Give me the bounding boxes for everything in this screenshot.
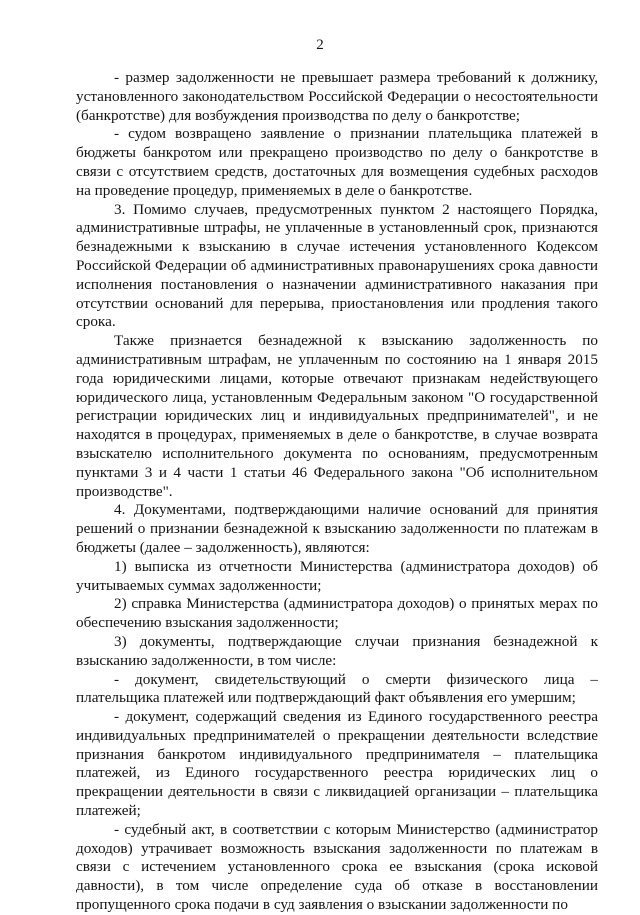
paragraph-fines-2015: Также признается безнадежной к взысканию задолженность по административным штрафам, не уплаченным по состоянию на 1 января 2015 года юридическими лицами, которые отвечают признакам недействующего юридического лица, установленным Федеральным законом "О государственной регистрации юридических лиц и индивидуальных предпринимателей", и не находятся в процедурах, применяемых в деле о банкротстве, в случае возврата взыскателю исполнительного документа по основаниям, предусмотренным пунктами 3 и 4 части 1 статьи 46 Федерального закона "Об исполнительном производстве". xyxy=(76,332,598,500)
paragraph-item-3-fines: 3. Помимо случаев, предусмотренных пунктом 2 настоящего Порядка, административные штрафы, не уплаченные в установленный срок, признаются безнадежными к взысканию в случае истечения установленного Кодексом Российской Федерации об административных правонарушениях срока давности исполнения постановления о назначении административного наказания при отсутствии оснований для перерыва, приостановления или продления такого срока. xyxy=(76,200,598,331)
paragraph-death-document: - документ, свидетельствующий о смерти физического лица – плательщика платежей или подтверждающий факт объявления его умершим; xyxy=(76,670,598,707)
paragraph-court-act: - судебный акт, в соответствии с которым Министерство (администратор доходов) утрачивает возможность взыскания задолженности по платежам в связи с истечением установленного срока ее взыскания (срока исковой давности), в том числе определение суда об отказе в восстановлении пропущенного срока подачи в суд заявления о взыскании задолженности по xyxy=(76,820,598,914)
paragraph-item-4-documents: 4. Документами, подтверждающими наличие оснований для принятия решений о признании безнадежной к взысканию задолженности по платежам в бюджеты (далее – задолженность), являются: xyxy=(76,501,598,556)
paragraph-subitem-2-certificate: 2) справка Министерства (администратора доходов) о принятых мерах по обеспечению взыскания задолженности; xyxy=(76,595,598,632)
paragraph-subitem-3-documents: 3) документы, подтверждающие случаи признания безнадежной к взысканию задолженности, в том числе: xyxy=(76,632,598,669)
paragraph-debt-amount: - размер задолженности не превышает размера требований к должнику, установленного законодательством Российской Федерации о несостоятельности (банкротстве) для возбуждения производства по делу о банкротстве; xyxy=(76,69,598,124)
document-body xyxy=(76,69,598,915)
page-number: 2 xyxy=(316,37,324,53)
paragraph-court-returned-application: - судом возвращено заявление о признании плательщика платежей в бюджеты банкротом или прекращено производство по делу о банкротстве в связи с отсутствием средств, достаточных для возмещения судебных расходов на проведение процедур, применяемых в деле о банкротстве. xyxy=(76,125,598,199)
paragraph-subitem-1-extract: 1) выписка из отчетности Министерства (администратора доходов) об учитываемых суммах задолженности; xyxy=(76,557,598,594)
paragraph-registry-document: - документ, содержащий сведения из Единого государственного реестра индивидуальных предпринимателей о прекращении деятельности вследствие признания банкротом индивидуального предпринимателя – плательщика платежей, из Единого государственного реестра юридических лиц о прекращении деятельности в связи с ликвидацией организации – плательщика платежей; xyxy=(76,708,598,820)
